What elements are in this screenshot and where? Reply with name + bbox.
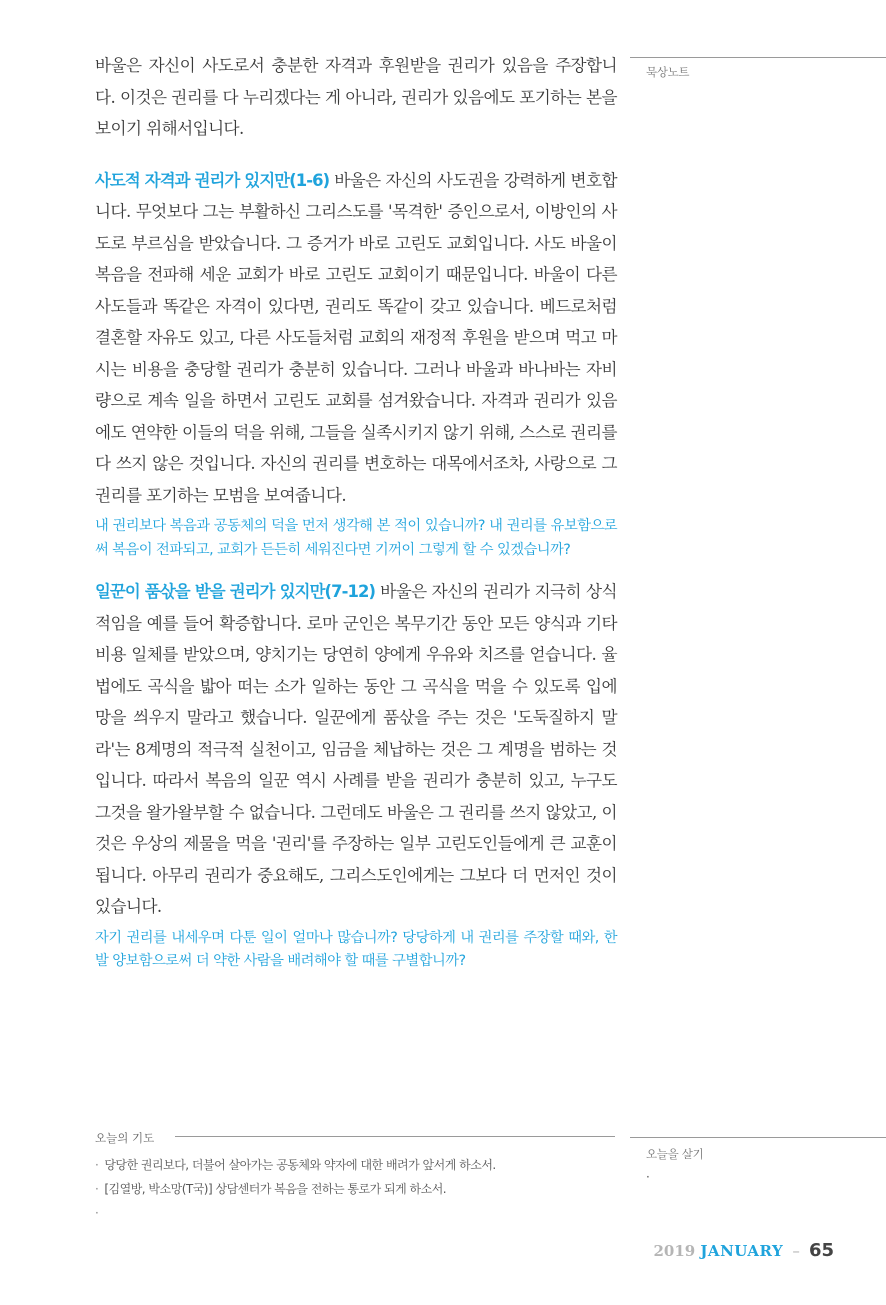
note-label: 묵상노트 (646, 65, 690, 79)
article (95, 50, 617, 988)
intro-paragraph: 바울은 자신이 사도로서 충분한 자격과 후원받을 권리가 있음을 주장합니다. 이것은 권리를 다 누리겠다는 게 아니라, 권리가 있음에도 포기하는 본을 보이기 위해서입니다. (95, 56, 617, 138)
section-1-title: 사도적 자격과 권리가 있지만(1-6) (95, 170, 330, 190)
footer-dash: – (792, 1242, 800, 1260)
prayer-rule (175, 1136, 615, 1137)
page-footer (653, 1240, 834, 1261)
section-1 (95, 165, 617, 563)
bullet-icon: · (95, 1182, 99, 1196)
footer-year: 2019 (653, 1242, 696, 1260)
section-2-body (95, 576, 617, 923)
section-2-question: 자기 권리를 내세우며 다툰 일이 얼마나 많습니까? 당당하게 내 권리를 주장할 때와, 한발 양보함으로써 더 약한 사람을 배려해야 할 때를 구별합니까? (95, 929, 617, 969)
section-2 (95, 576, 617, 974)
page-number: 65 (808, 1240, 834, 1261)
section-1-body (95, 165, 617, 512)
bullet-icon: · (95, 1206, 99, 1220)
today-live-rule (630, 1137, 886, 1138)
note-rule (630, 57, 886, 58)
prayer-list (95, 1153, 615, 1225)
today-live-item: · (646, 1170, 650, 1184)
prayer-block (95, 1127, 615, 1225)
section-2-title: 일꾼이 품삯을 받을 권리가 있지만(7-12) (95, 582, 376, 601)
prayer-item: · [김열방, 박소망(T국)] 상담센터가 복음을 전하는 통로가 되게 하소서. (95, 1182, 447, 1196)
section-2-text: 바울은 자신의 권리가 지극히 상식적임을 예를 들어 확증합니다. 로마 군인은 복무기간 동안 모든 양식과 기타 비용 일체를 받았으며, 양치기는 당연히 양에게 우유와 치즈를 얻습니다. 율법에도 곡식을 밟아 떠는 소가 일하는 동안 그 곡식을 먹을 수 있도록 입에 망을 씌우지 말라고 했습니다. 일꾼에게 품삯을 주는 것은 '도둑질하지 말라'는 8계명의 적극적 실천이고, 임금을 체납하는 것은 그 계명을 범하는 것입니다. 따라서 복음의 일꾼 역시 사례를 받을 권리가 충분히 있고, 누구도 그것을 왈가왈부할 수 없습니다. 그런데도 바울은 그 권리를 쓰지 않았고, 이것은 우상의 제물을 먹을 '권리'를 주장하는 일부 고린도인들에게 큰 교훈이 됩니다. 아무리 권리가 중요해도, 그리스도인에게는 그보다 더 먼저인 것이 있습니다. (95, 582, 617, 916)
footer-month: JANUARY (700, 1242, 784, 1260)
prayer-title: 오늘의 기도 (95, 1131, 155, 1145)
bullet-icon: · (95, 1158, 99, 1172)
prayer-item (95, 1201, 615, 1225)
section-1-question: 내 권리보다 복음과 공동체의 덕을 먼저 생각해 본 적이 있습니까? 내 권리를 유보함으로써 복음이 전파되고, 교회가 든든히 세워진다면 기꺼이 그렇게 할 수 있겠습니까? (95, 518, 617, 558)
prayer-header (95, 1127, 615, 1147)
prayer-item: · 당당한 권리보다, 더불어 살아가는 공동체와 약자에 대한 배려가 앞서게 하소서. (95, 1158, 496, 1172)
today-live-label: 오늘을 살기 (646, 1147, 704, 1161)
section-1-text: 바울은 자신의 사도권을 강력하게 변호합니다. 무엇보다 그는 부활하신 그리스도를 '목격한' 증인으로서, 이방인의 사도로 부르심을 받았습니다. 그 증거가 바로 고린도 교회입니다. 사도 바울이 복음을 전파해 세운 교회가 바로 고린도 교회이기 때문입니다. 바울이 다른 사도들과 똑같은 자격이 있다면, 권리도 똑같이 갖고 있습니다. 베드로처럼 결혼할 자유도 있고, 다른 사도들처럼 교회의 재정적 후원을 받으며 먹고 마시는 비용을 충당할 권리가 충분히 있습니다. 그러나 바울과 바나바는 자비량으로 계속 일을 하면서 고린도 교회를 섬겨왔습니다. 자격과 권리가 있음에도 연약한 이들의 덕을 위해, 그들을 실족시키지 않기 위해, 스스로 권리를 다 쓰지 않은 것입니다. 자신의 권리를 변호하는 대목에서조차, 사랑으로 그 권리를 포기하는 모범을 보여줍니다. (95, 170, 617, 505)
